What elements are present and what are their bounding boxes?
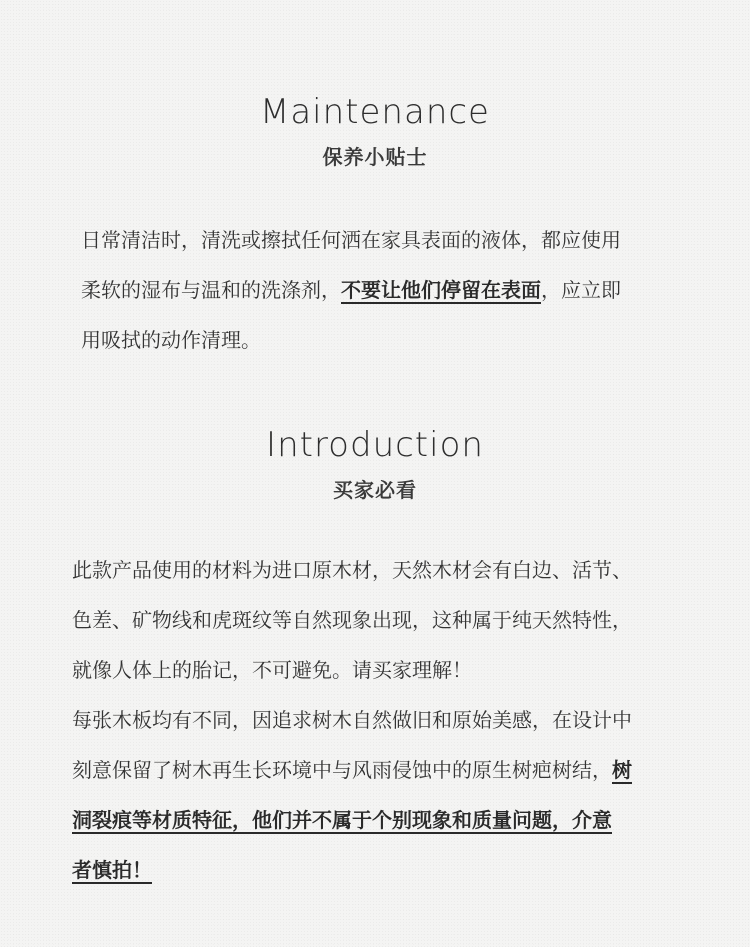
maintenance-line-2-tail: ，应立即 (541, 278, 621, 302)
maintenance-line-1: 日常清洁时，清洗或擦拭任何洒在家具表面的液体，都应使用 (81, 228, 621, 252)
intro-line-2: 色差、矿物线和虎斑纹等自然现象出现，这种属于纯天然特性， (72, 608, 632, 632)
introduction-title: Introduction (266, 425, 484, 465)
maintenance-paragraph (81, 215, 621, 365)
intro-emphasis-start: 树 (612, 758, 632, 782)
intro-line-1: 此款产品使用的材料为进口原木材，天然木材会有白边、活节、 (72, 558, 632, 582)
intro-line-4: 每张木板均有不同，因追求树木自然做旧和原始美感，在设计中 (72, 708, 632, 732)
maintenance-emphasis: 不要让他们停留在表面 (341, 278, 541, 302)
maintenance-line-2-text: 柔软的湿布与温和的洗涤剂， (81, 278, 341, 302)
maintenance-subtitle: 保养小贴士 (322, 145, 428, 169)
maintenance-line-2 (81, 265, 621, 315)
intro-line-5 (72, 745, 632, 795)
introduction-paragraph (72, 545, 632, 895)
intro-line-3: 就像人体上的胎记，不可避免。请买家理解！ (72, 658, 472, 682)
intro-emphasis-end: 者慎拍！ (72, 858, 152, 882)
intro-line-5-text: 刻意保留了树木再生长环境中与风雨侵蚀中的原生树疤树结， (72, 758, 612, 782)
maintenance-title: Maintenance (260, 92, 490, 132)
maintenance-line-3: 用吸拭的动作清理。 (81, 328, 261, 352)
intro-line-6 (72, 795, 632, 845)
intro-line-7 (72, 845, 632, 895)
introduction-subtitle: 买家必看 (333, 478, 417, 502)
intro-emphasis-middle: 洞裂痕等材质特征，他们并不属于个别现象和质量问题，介意 (72, 808, 612, 832)
